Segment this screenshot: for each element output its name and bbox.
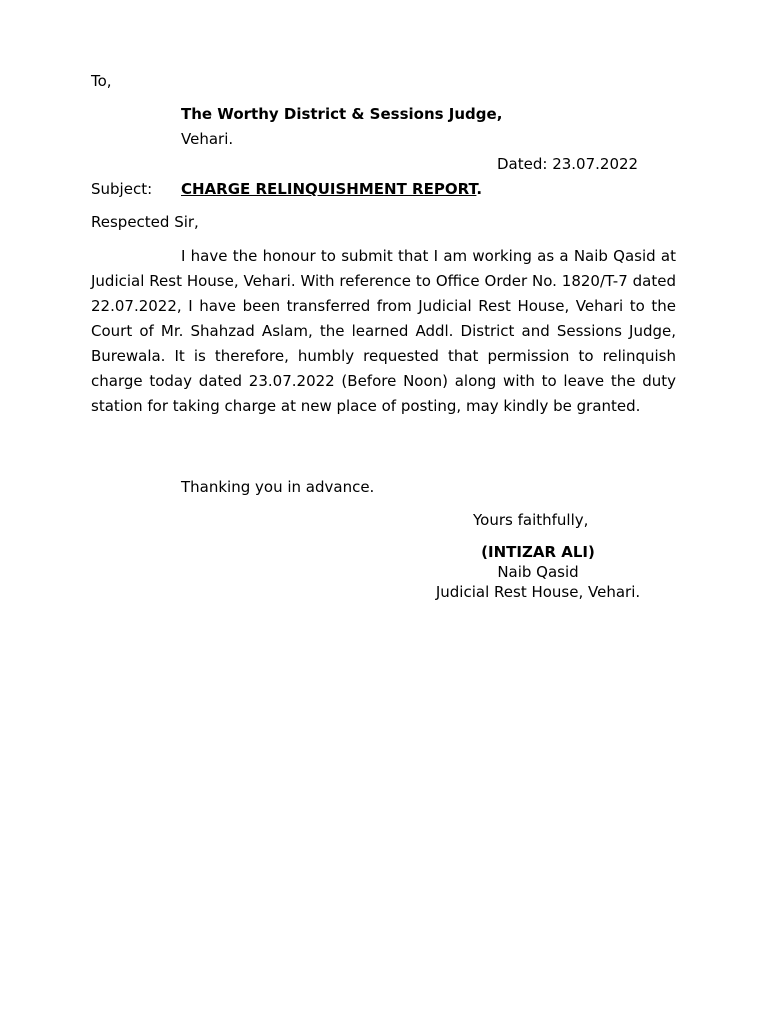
signer-name: (INTIZAR ALI) [481, 543, 595, 561]
signer-office: Judicial Rest House, Vehari. [435, 583, 641, 601]
closing-line: Yours faithfully, [473, 511, 589, 529]
subject-title: CHARGE RELINQUISHMENT REPORT [181, 180, 477, 198]
recipient-prefix: To, [91, 72, 112, 90]
body-paragraph: I have the honour to submit that I am working as a Naib Qasid at Judicial Rest House, Vehari. With reference to Office Order No. 1820/T-7 dated 22.07.2022, I have been transferred from Judicial Rest House, Vehari to the Court of Mr. Shahzad Aslam, the learned Addl. District and Sessions Judge, Burewala. It is therefore, humbly requested that permission to relinquish charge today dated 23.07.2022 (Before Noon) along with to leave the duty station for taking charge at new place of posting, may kindly be granted. [91, 247, 676, 415]
subject-period: . [476, 180, 483, 198]
thanks-line: Thanking you in advance. [181, 478, 375, 496]
subject-heading [181, 179, 482, 199]
letter-date: Dated: 23.07.2022 [497, 155, 639, 173]
salutation: Respected Sir, [91, 213, 199, 231]
addressee-city: Vehari. [181, 130, 234, 148]
signer-designation: Naib Qasid [497, 563, 579, 581]
subject-label: Subject: [91, 180, 153, 198]
addressee-title: The Worthy District & Sessions Judge, [181, 105, 503, 123]
